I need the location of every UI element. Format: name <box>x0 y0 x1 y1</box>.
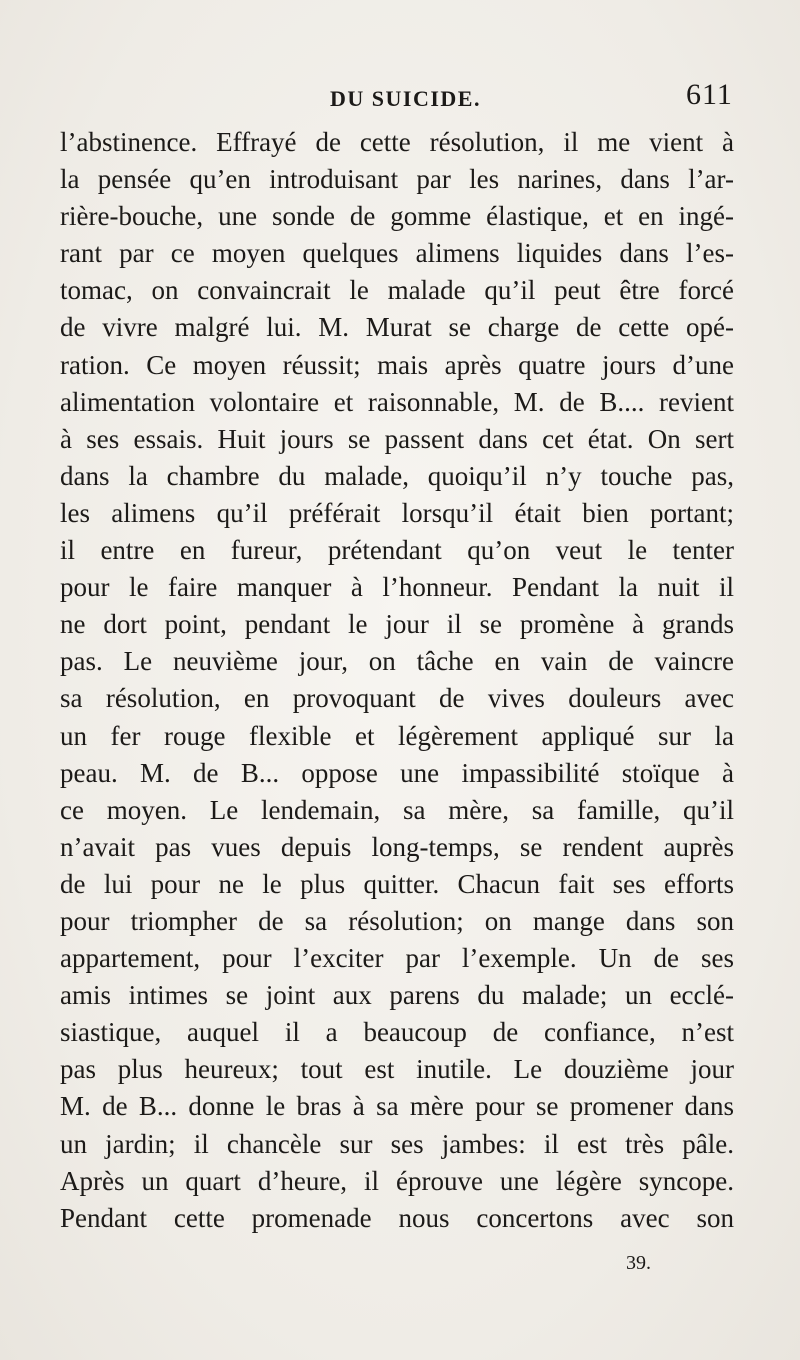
text-line: siastique, auquel il a beaucoup de confiance, n’est <box>60 1017 734 1048</box>
text-line: la pensée qu’en introduisant par les narines, dans l’ar- <box>60 164 734 195</box>
text-line: alimentation volontaire et raisonnable, M. de B.... revient <box>60 386 734 417</box>
text-line: les alimens qu’il préférait lorsqu’il était bien portant; <box>60 497 734 528</box>
signature-mark: 39. <box>626 1252 651 1274</box>
text-line: peau. M. de B... oppose une impassibilité stoïque à <box>60 757 734 788</box>
text-line: ration. Ce moyen réussit; mais après quatre jours d’une <box>60 349 734 380</box>
text-line: appartement, pour l’exciter par l’exemple. Un de ses <box>60 943 734 974</box>
text-line: Pendant cette promenade nous concertons avec son <box>60 1202 734 1233</box>
text-line: un jardin; il chancèle sur ses jambes: il est très pâle. <box>60 1128 734 1159</box>
text-line: sa résolution, en provoquant de vives douleurs avec <box>60 683 734 714</box>
text-line: n’avait pas vues depuis long-temps, se rendent auprès <box>60 831 734 862</box>
text-line: de vivre malgré lui. M. Murat se charge de cette opé- <box>60 312 734 343</box>
text-line: de lui pour ne le plus quitter. Chacun fait ses efforts <box>60 868 734 899</box>
page-number: 611 <box>686 78 733 111</box>
body-text <box>60 124 734 1237</box>
running-head <box>0 78 800 118</box>
text-line: l’abstinence. Effrayé de cette résolution, il me vient à <box>60 127 734 157</box>
text-line: pas. Le neuvième jour, on tâche en vain de vaincre <box>60 646 734 677</box>
text-line: rière-bouche, une sonde de gomme élastique, et en ingé- <box>60 201 734 232</box>
text-line: Après un quart d’heure, il éprouve une légère syncope. <box>60 1165 734 1196</box>
text-line: rant par ce moyen quelques alimens liquides dans l’es- <box>60 238 734 269</box>
text-line: ne dort point, pendant le jour il se promène à grands <box>60 609 734 640</box>
text-line: un fer rouge flexible et légèrement appliqué sur la <box>60 720 734 751</box>
text-line: à ses essais. Huit jours se passent dans cet état. On sert <box>60 423 734 454</box>
text-line: tomac, on convaincrait le malade qu’il peut être forcé <box>60 275 734 306</box>
text-line: pour triompher de sa résolution; on mange dans son <box>60 905 734 936</box>
running-title: DU SUICIDE. <box>330 86 481 111</box>
text-line: amis intimes se joint aux parens du malade; un ecclé- <box>60 980 734 1011</box>
text-line: M. de B... donne le bras à sa mère pour se promener dans <box>60 1091 734 1122</box>
text-line: pas plus heureux; tout est inutile. Le douzième jour <box>60 1054 734 1085</box>
text-line: dans la chambre du malade, quoiqu’il n’y touche pas, <box>60 460 734 491</box>
text-line: ce moyen. Le lendemain, sa mère, sa famille, qu’il <box>60 794 734 825</box>
text-line: il entre en fureur, prétendant qu’on veut le tenter <box>60 535 734 566</box>
text-line: pour le faire manquer à l’honneur. Pendant la nuit il <box>60 572 734 603</box>
